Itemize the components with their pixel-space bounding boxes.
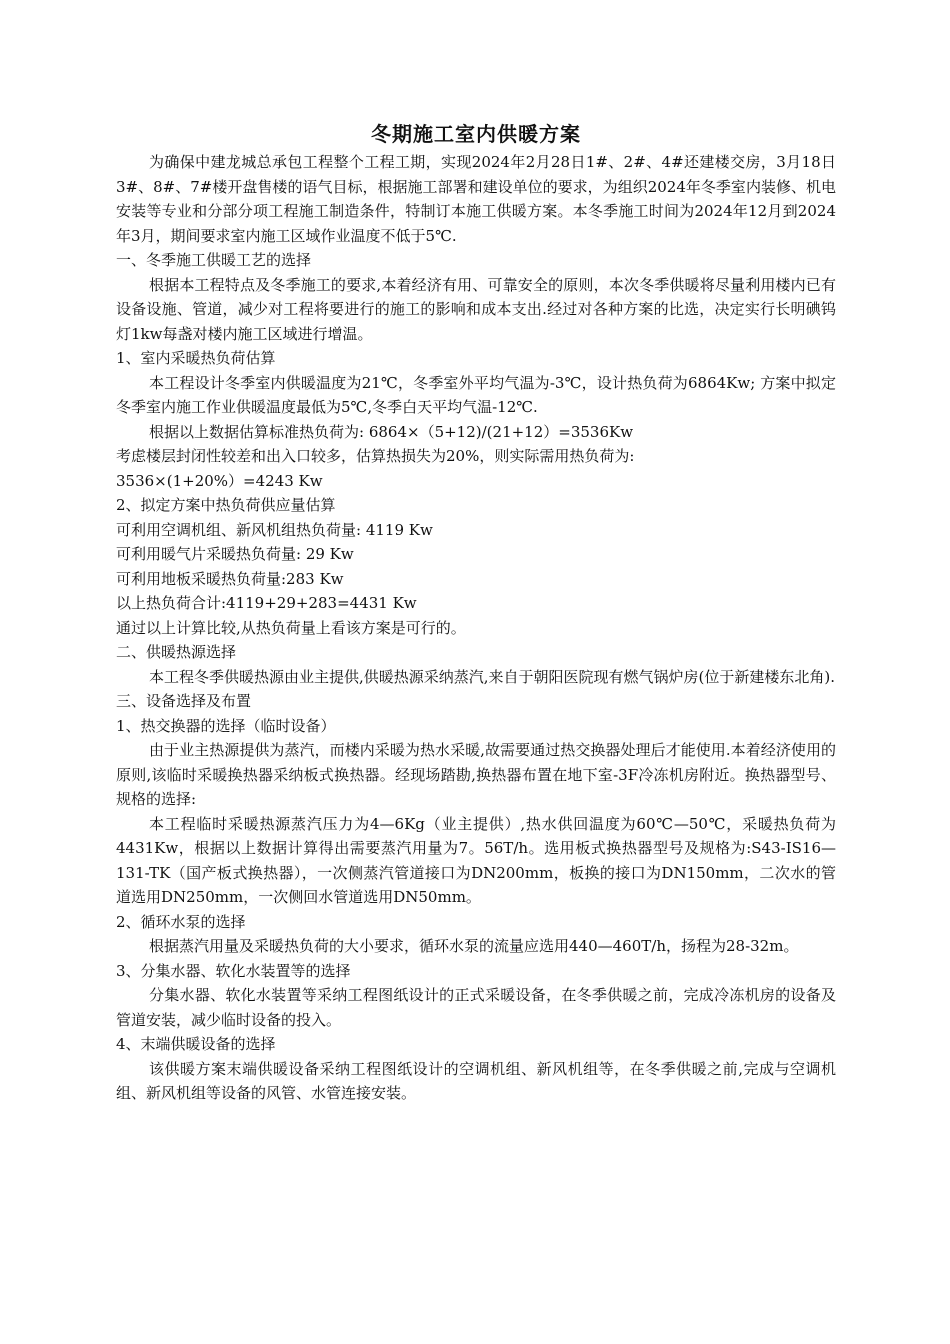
subsection-1-1-line-4: 3536×(1+20%）=4243 Kw (116, 471, 323, 490)
subsection-1-2-line-2: 可利用暖气片采暖热负荷量: 29 Kw (116, 545, 354, 563)
subsection-3-4-paragraph: 该供暖方案末端供暖设备采纳工程图纸设计的空调机组、新风机组等，在冬季供暖之前,完成与空调机组、新风机组等设备的风管、水管连接安装。 (116, 1059, 836, 1102)
section-1-paragraph: 根据本工程特点及冬季施工的要求,本着经济有用、可靠安全的原则，本次冬季供暖将尽量利用楼内已有设备设施、管道，减少对工程将要进行的施工的影响和成本支出.经过对各种方案的比选，决定实行长明碘钨灯1kw每盏对楼内施工区域进行增温。 (116, 275, 836, 343)
subsection-3-2-paragraph: 根据蒸汽用量及采暖热负荷的大小要求，循环水泵的流量应选用440—460T/h，扬程为28-32m。 (149, 937, 799, 955)
subsection-3-1-paragraph-2: 本工程临时采暖热源蒸汽压力为4—6Kg（业主提供）,热水供回温度为60℃—50℃，采暖热负荷为4431Kw，根据以上数据计算得出需要蒸汽用量为7。56T/h。选用板式换热器型号及规格为:S43-IS16—131-TK（国产板式换热器），一次侧蒸汽管道接口为DN200mm，板换的接口为DN150mm，二次水的管道选用DN250mm，一次侧回水管道选用DN50mm。 (116, 814, 836, 906)
section-1-heading: 一、冬季施工供暖工艺的选择 (116, 251, 312, 269)
subsection-1-1-paragraph-1: 本工程设计冬季室内供暖温度为21℃，冬季室外平均气温为-3℃，设计热负荷为6864Kw; 方案中拟定冬季室内施工作业供暖温度最低为5℃,冬季白天平均气温-12℃. (116, 373, 836, 416)
subsection-1-1-line-3: 考虑楼层封闭性较差和出入口较多，估算热损失为20%，则实际需用热负荷为: (116, 447, 635, 465)
subsection-1-1-heading: 1、室内采暖热负荷估算 (116, 349, 276, 367)
subsection-1-1-paragraph-2: 根据以上数据估算标准热负荷为: 6864×（5+12)/(21+12）=3536Kw (149, 422, 634, 441)
section-2-heading: 二、供暖热源选择 (116, 643, 237, 661)
section-3-heading: 三、设备选择及布置 (116, 692, 252, 710)
subsection-3-1-heading: 1、热交换器的选择（临时设备） (116, 716, 336, 735)
subsection-3-1-paragraph-1: 由于业主热源提供为蒸汽，而楼内采暖为热水采暖,故需要通过热交换器处理后才能使用.本着经济使用的原则,该临时采暖换热器采纳板式换热器。经现场踏勘,换热器布置在地下室-3F冷冻机房附近。换热器型号、规格的选择: (116, 741, 836, 808)
subsection-3-4-heading: 4、末端供暖设备的选择 (116, 1035, 276, 1053)
subsection-1-2-line-4: 以上热负荷合计:4119+29+283=4431 Kw (116, 594, 417, 612)
subsection-1-2-line-3: 可利用地板采暖热负荷量:283 Kw (116, 569, 344, 588)
document-title: 冬期施工室内供暖方案 (371, 122, 581, 146)
subsection-3-3-paragraph: 分集水器、软化水装置等采纳工程图纸设计的正式采暖设备，在冬季供暖之前，完成冷冻机房的设备及管道安装，减少临时设备的投入。 (116, 986, 836, 1029)
subsection-1-2-line-5: 通过以上计算比较,从热负荷量上看该方案是可行的。 (116, 618, 466, 637)
subsection-1-2-heading: 2、拟定方案中热负荷供应量估算 (116, 496, 336, 514)
subsection-3-3-heading: 3、分集水器、软化水装置等的选择 (116, 961, 351, 980)
subsection-1-2-line-1: 可利用空调机组、新风机组热负荷量: 4119 Kw (116, 520, 433, 539)
subsection-3-2-heading: 2、循环水泵的选择 (116, 912, 246, 931)
section-2-paragraph: 本工程冬季供暖热源由业主提供,供暖热源采纳蒸汽,来自于朝阳医院现有燃气锅炉房(位于新建楼东北角). (149, 667, 836, 686)
intro-paragraph: 为确保中建龙城总承包工程整个工程工期，实现2024年2月28日1#、2#、4#还建楼交房，3月18日3#、8#、7#楼开盘售楼的语气目标，根据施工部署和建设单位的要求，为组织2024年冬季室内装修、机电安装等专业和分部分项工程施工制造条件，特制订本施工供暖方案。本冬季施工时间为2024年12月到2024年3月，期间要求室内施工区域作业温度不低于5℃. (116, 153, 836, 245)
document-page (116, 118, 836, 1106)
